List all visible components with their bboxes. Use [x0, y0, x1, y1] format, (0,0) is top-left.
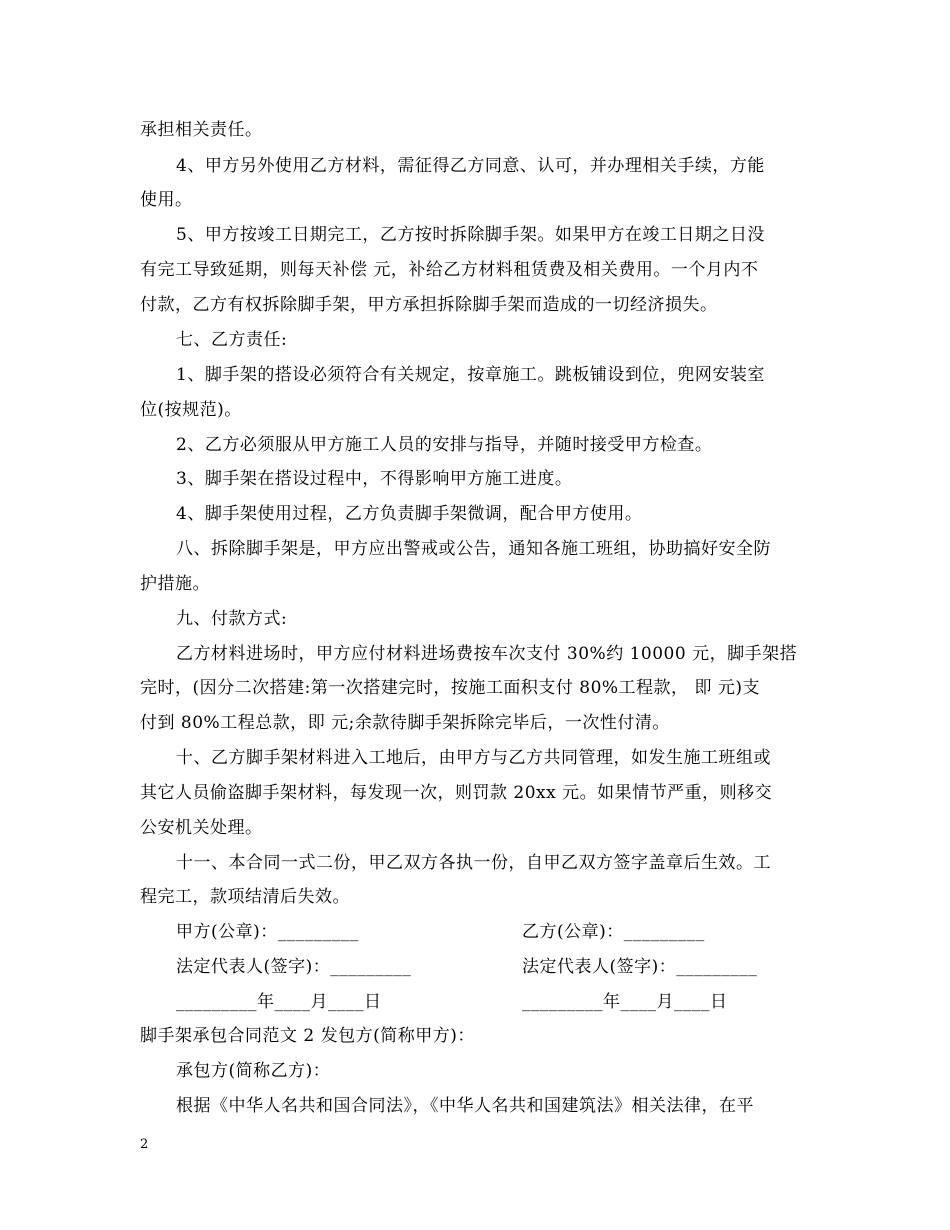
- paragraph-line: 有完工导致延期，则每天补偿 元，补给乙方材料租赁费及相关费用。一个月内不: [140, 260, 759, 280]
- paragraph-line: 公安机关处理。: [140, 818, 263, 838]
- paragraph-line: 付到 80%工程总款，即 元;余款待脚手架拆除完毕后，一次性付清。: [140, 713, 670, 733]
- party-a-date-field: _________年____月____日: [176, 992, 382, 1012]
- paragraph-line: 乙方材料进场时，甲方应付材料进场费按车次支付 30%约 10000 元，脚手架搭: [176, 644, 798, 664]
- document-title-line: 脚手架承包合同范文 2 发包方(简称甲方)：: [140, 1026, 475, 1046]
- paragraph-line: 完时，(因分二次搭建:第一次搭建完时，按施工面积支付 80%工程款， 即 元)支: [140, 678, 760, 698]
- party-b-seal-field: 乙方(公章)：_________: [522, 922, 705, 942]
- paragraph-line: 2、乙方必须服从甲方施工人员的安排与指导，并随时接受甲方检查。: [176, 435, 713, 455]
- section-heading: 九、付款方式:: [176, 609, 288, 629]
- paragraph-line: 十、乙方脚手架材料进入工地后，由甲方与乙方共同管理，如发生施工班组或: [176, 748, 771, 768]
- paragraph-line: 其它人员偷盗脚手架材料，每发现一次，则罚款 20xx 元。如果情节严重，则移交: [140, 783, 773, 803]
- paragraph-line: 4、甲方另外使用乙方材料，需征得乙方同意、认可，并办理相关手续，方能: [176, 156, 765, 176]
- paragraph-line: 十一、本合同一式二份，甲乙双方各执一份，自甲乙双方签字盖章后生效。工: [176, 853, 771, 873]
- paragraph-line: 护措施。: [140, 574, 210, 594]
- paragraph-line: 根据《中华人名共和国合同法》，《中华人名共和国建筑法》相关法律，在平: [176, 1096, 754, 1116]
- paragraph-line: 4、脚手架使用过程，乙方负责脚手架微调，配合甲方使用。: [176, 504, 643, 524]
- paragraph-line: 使用。: [140, 190, 193, 210]
- paragraph-line: 付款，乙方有权拆除脚手架，甲方承担拆除脚手架而造成的一切经济损失。: [140, 295, 718, 315]
- paragraph-line: 1、脚手架的搭设必须符合有关规定，按章施工。跳板铺设到位，兜网安装室: [176, 365, 765, 385]
- paragraph-line: 位(按规范)。: [140, 400, 242, 420]
- page-number: 2: [140, 1137, 149, 1152]
- section-heading: 七、乙方责任:: [176, 330, 288, 350]
- party-a-seal-field: 甲方(公章)：_________: [176, 922, 359, 942]
- paragraph-line: 5、甲方按竣工日期完工，乙方按时拆除脚手架。如果甲方在竣工日期之日没: [176, 225, 765, 245]
- paragraph-line: 承包方(简称乙方)：: [176, 1061, 331, 1081]
- party-b-representative-field: 法定代表人(签字)：_________: [522, 957, 758, 977]
- paragraph-line: 八、拆除脚手架是，甲方应出警戒或公告，通知各施工班组，协助搞好安全防: [176, 539, 771, 559]
- party-b-date-field: _________年____月____日: [522, 992, 728, 1012]
- paragraph-line: 程完工，款项结清后失效。: [140, 887, 350, 907]
- paragraph-line: 承担相关责任。: [140, 120, 263, 140]
- party-a-representative-field: 法定代表人(签字)：_________: [176, 957, 412, 977]
- paragraph-line: 3、脚手架在搭设过程中，不得影响甲方施工进度。: [176, 469, 573, 489]
